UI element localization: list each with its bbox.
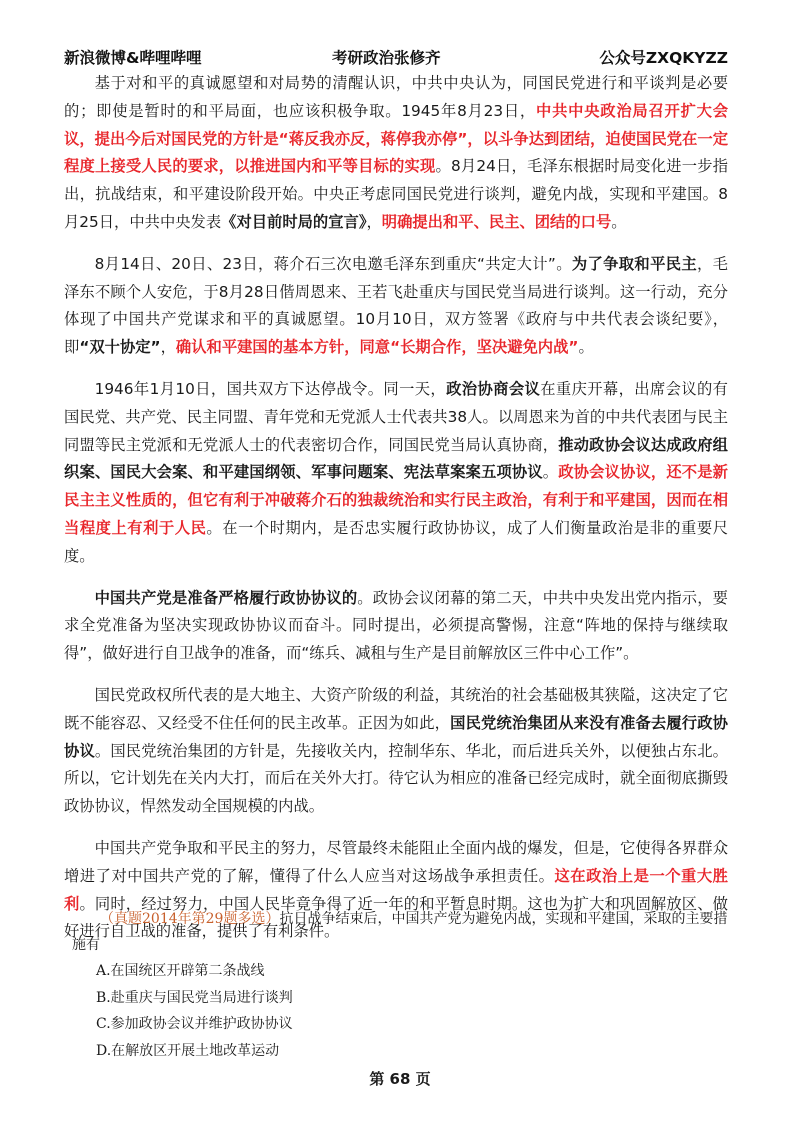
text-segment: ， [160,338,176,357]
header-wechat-account: 公众号ZXQKYZZ [599,49,728,67]
paragraph [64,70,728,237]
highlight-bold: 推动政协会议达成政府组织案、国民大会案、和平建国纲领、军事问题案、宪法草案案五项协议 [64,435,728,482]
question-option: D.在解放区开展土地改革运动 [96,1042,280,1059]
text-segment: 。同时，经过努力，中国人民毕竟争得了近一年的和平暂息时期。这也为扩大和巩固解放区、做好进行自卫战的准备，提供了有利条件。 [64,894,728,941]
text-segment: 。在一个时期内，是否忠实履行政协协议，成了人们衡量政治是非的重要尺度。 [64,518,728,565]
text-segment: 。 [611,212,627,231]
text-segment: 在重庆开幕，出席会议的有国民党、共产党、民主同盟、青年党和无党派人士代表共38人。以周恩来为首的中共代表团与民主同盟等民主党派和无党派人士的代表密切合作，同国民党当局认真协商， [64,379,728,454]
text-segment: 。政协会议闭幕的第二天，中共中央发出党内指示，要求全党准备为坚决实现政协协议而奋斗。同时提出，必须提高警惕，注意“阵地的保持与继续取得”，做好进行自卫战争的准备，而“练兵、减租与生产是目前解放区三件中心工作”。 [64,588,728,663]
highlight-red: 确认和平建国的基本方针，同意“长期合作，坚决避免内战” [175,338,579,357]
question-source: （真题2014年第29题多选） [100,911,280,927]
paragraph [64,251,728,362]
highlight-bold: 国民党统治集团从来没有准备去履行政协协议 [64,713,728,760]
highlight-bold: 《对目前时局的宣言》 [221,212,367,231]
text-segment: ，毛泽东不顾个人安危，于8月28日偕周恩来、王若飞赴重庆与国民党当局进行谈判。这一行动，充分体现了中国共产党谋求和平的真诚愿望。10月10日，双方签署《政府与中共代表会谈纪要》，即 [64,254,728,357]
text-segment: 。国民党统治集团的方针是，先接收关内，控制华东、华北，而后进兵关外，以便独占东北。所以，它计划先在关内大打，而后在关外大打。待它认为相应的准备已经完成时，就全面彻底撕毁政协协议，悍然发动全国规模的内战。 [64,741,728,816]
question-stem [72,906,728,958]
text-segment: ， [366,212,382,231]
highlight-bold: 政治协商会议 [446,379,541,398]
text-segment: 中国共产党争取和平民主的努力，尽管最终未能阻止全面内战的爆发，但是，它使得各界群众增进了对中国共产党的了解，懂得了什么人应当对这场战争承担责任。 [64,838,728,885]
paragraph [64,585,728,668]
question-option: B.赴重庆与国民党当局进行谈判 [96,989,293,1006]
page-header [64,46,728,70]
highlight-bold: 为了争取和平民主 [571,254,698,273]
text-segment: 8月14日、20日、23日，蒋介石三次电邀毛泽东到重庆“共定大计”。 [94,254,572,273]
question-text: 抗日战争结束后，中国共产党为避免内战，实现和平建国，采取的主要措施有 [72,911,728,953]
page-number: 第 68 页 [369,1070,431,1088]
header-weibo-bilibili: 新浪微博&哔哩哔哩 [64,49,202,67]
question-option: A.在国统区开辟第二条战线 [96,963,265,979]
highlight-bold: 中国共产党是准备严格履行政协协议的 [94,588,358,607]
highlight-red: 政协会议协议，还不是新民主主义性质的，但它有利于冲破蒋介石的独裁统治和实行民主政治，有利于和平建国，因而在相当程度上有利于人民 [64,463,728,537]
highlight-red: 明确提出和平、民主、团结的口号 [381,212,612,231]
highlight-red: 中共中央政治局召开扩大会议，提出今后对国民党的方针是“蒋反我亦反，蒋停我亦停”，以斗争达到团结，迫使国民党在一定程度上接受人民的要求，以推进国内和平等目标的实现 [64,101,728,176]
text-segment: 基于对和平的真诚愿望和对局势的清醒认识，中共中央认为，同国民党进行和平谈判是必要的；即使是暂时的和平局面，也应该积极争取。1945年8月23日， [64,74,728,120]
paragraph [64,376,728,571]
header-author: 考研政治张修齐 [332,49,441,67]
exam-question [72,906,728,1064]
highlight-red: 这在政治上是一个重大胜利 [64,866,728,913]
text-segment: 国民党政权所代表的是大地主、大资产阶级的利益，其统治的社会基础极其狭隘，这决定了它既不能容忍、又经受不住任何的民主改革。正因为如此， [64,685,728,732]
question-option: C.参加政协会议并维护政协协议 [96,1016,293,1032]
question-options [72,958,728,1064]
text-segment: 。 [542,463,559,482]
highlight-bold: “双十协定” [79,338,161,357]
main-text [64,70,728,960]
text-segment: 1946年1月10日，国共双方下达停战令。同一天， [94,379,447,398]
paragraph [64,682,728,821]
text-segment: 。8月24日，毛泽东根据时局变化进一步指出，抗战结束，和平建设阶段开始。中央正考虑同国民党进行谈判，避免内战，实现和平建国。8月25日，中共中央发表 [64,157,728,231]
text-segment: 。 [578,338,594,357]
